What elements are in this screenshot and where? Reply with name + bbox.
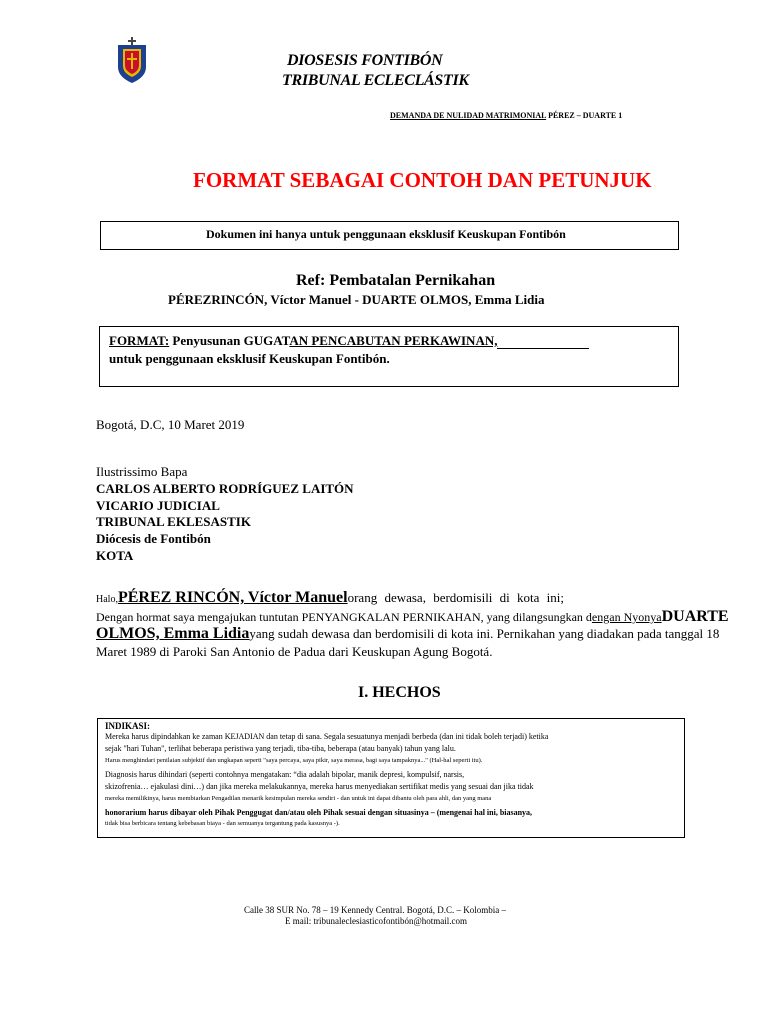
tribunal-name: TRIBUNAL ECLECLÁSTIK [282,72,469,89]
case-reference [390,111,622,120]
diocese-name: DIOSESIS FONTIBÓN [287,52,443,69]
reference-names: PÉREZRINCÓN, Víctor Manuel - DUARTE OLMOS, Emma Lidia [168,292,545,307]
page-title: FORMAT SEBAGAI CONTOH DAN PETUNJUK [193,168,652,192]
greeting: Halo, [96,594,118,605]
case-reference-underlined: DEMANDA DE NULIDAD MATRIMONIAL [390,111,547,120]
indikasi-line-7: honorarium harus dibayar oleh Pihak Penggugat dan/atau oleh Pihak sesuai dengan situasinya – (mengenai hal ini, biasanya, [105,808,533,817]
section-heading: I. HECHOS [358,684,441,701]
body-line-2-b: engan Nyonya [591,610,662,624]
body-line-3-rest: yang sudah dewasa dan berdomisili di kota ini. Pernikahan yang diadakan pada tanggal 18 [249,626,720,641]
letter-date: Bogotá, D.C, 10 Maret 2019 [96,417,245,432]
format-fill-line [497,336,589,349]
body-line-1 [96,589,668,608]
addressee-tribunal: TRIBUNAL EKLESASTIK [96,514,251,530]
format-label: FORMAT: [109,333,170,348]
defendant-name-a: DUARTE [661,608,729,625]
addressee-salutation: Ilustrissimo Bapa [96,464,188,479]
indikasi-line-2: sejak "hari Tuhan", terlihat beberapa peristiwa yang terjadi, tiba-tiba, beberapa (atau banyak) tahun yang lalu. [105,744,456,753]
indikasi-line-4: Diagnosis harus dihindari (seperti contohnya mengatakan: “dia adalah bipolar, manik depresi, kompulsif, narsis, [105,770,465,779]
format-line-1 [109,333,589,349]
defendant-name-b: OLMOS, Emma Lidia [96,625,250,642]
plaintiff-name: PÉREZ RINCÓN, Víctor Manuel [117,589,348,606]
addressee-block [96,464,354,565]
notice-box [100,221,679,250]
indikasi-line-1: Mereka harus dipindahkan ke zaman KEJADIAN dan tetap di sana. Segala sesuatunya menjadi berbeda (dan ini tidak boleh terjadi) ketika [105,732,549,741]
addressee-city: KOTA [96,547,134,563]
diocese-crest-logo [117,37,147,83]
format-box [99,326,679,387]
body-paragraph [96,589,729,663]
case-reference-rest: PÉREZ – DUARTE 1 [546,111,623,120]
format-line-2: untuk penggunaan eksklusif Keuskupan Fontibón. [109,351,390,366]
indikasi-label: INDIKASI: [105,721,151,731]
indikasi-line-5: skizofrenia… ejakulasi dini…) dan jika mereka melakukannya, mereka harus menyediakan sertifikat medis yang sesuai dan jika tidak [105,782,534,791]
indikasi-box [97,718,685,838]
indikasi-line-3: Harus menghindari penilaian subjektif dan ungkapan seperti "saya percaya, saya pikir, saya merasa, bagi saya tampaknya..." (Hal-hal seperti itu). [105,757,483,764]
format-text-b: AN PENCABUTAN PERKAWINAN, [289,333,498,348]
addressee-role: VICARIO JUDICIAL [96,497,220,513]
body-line-2 [96,608,729,625]
body-line-4: Maret 1989 di Paroki San Antonio de Padua dari Keuskupan Agung Bogotá. [96,644,493,659]
indikasi-line-6: mereka memilikinya, harus membiarkan Pengadilan menarik kesimpulan mereka sendiri - dan untuk ini dapat dibantu oleh para ahli, dan yang mana [105,795,492,802]
notice-text: Dokumen ini hanya untuk penggunaan eksklusif Keuskupan Fontibón [206,227,566,241]
body-line-1-rest: orang dewasa, berdomisili di kota ini; [347,590,564,605]
indikasi-line-8: tidak bisa berbicara tentang kebebasan biaya - dan semuanya tergantung pada kasusnya -). [105,820,340,827]
addressee-name: CARLOS ALBERTO RODRÍGUEZ LAITÓN [96,480,354,496]
footer-address: Calle 38 SUR No. 78 – 19 Kennedy Central. Bogotá, D.C. – Kolombia – [244,905,506,915]
addressee-diocese: Diócesis de Fontibón [96,531,211,547]
reference-title: Ref: Pembatalan Pernikahan [296,272,496,289]
body-line-3 [96,625,720,644]
footer-email: E mail: tribunaleclesiasticofontibón@hotmail.com [285,916,467,926]
format-text-a: Penyusunan GUGAT [169,333,290,348]
body-line-2-a: Dengan hormat saya mengajukan tuntutan PENYANGKALAN PERNIKAHAN, yang dilangsungkan d [96,610,592,624]
